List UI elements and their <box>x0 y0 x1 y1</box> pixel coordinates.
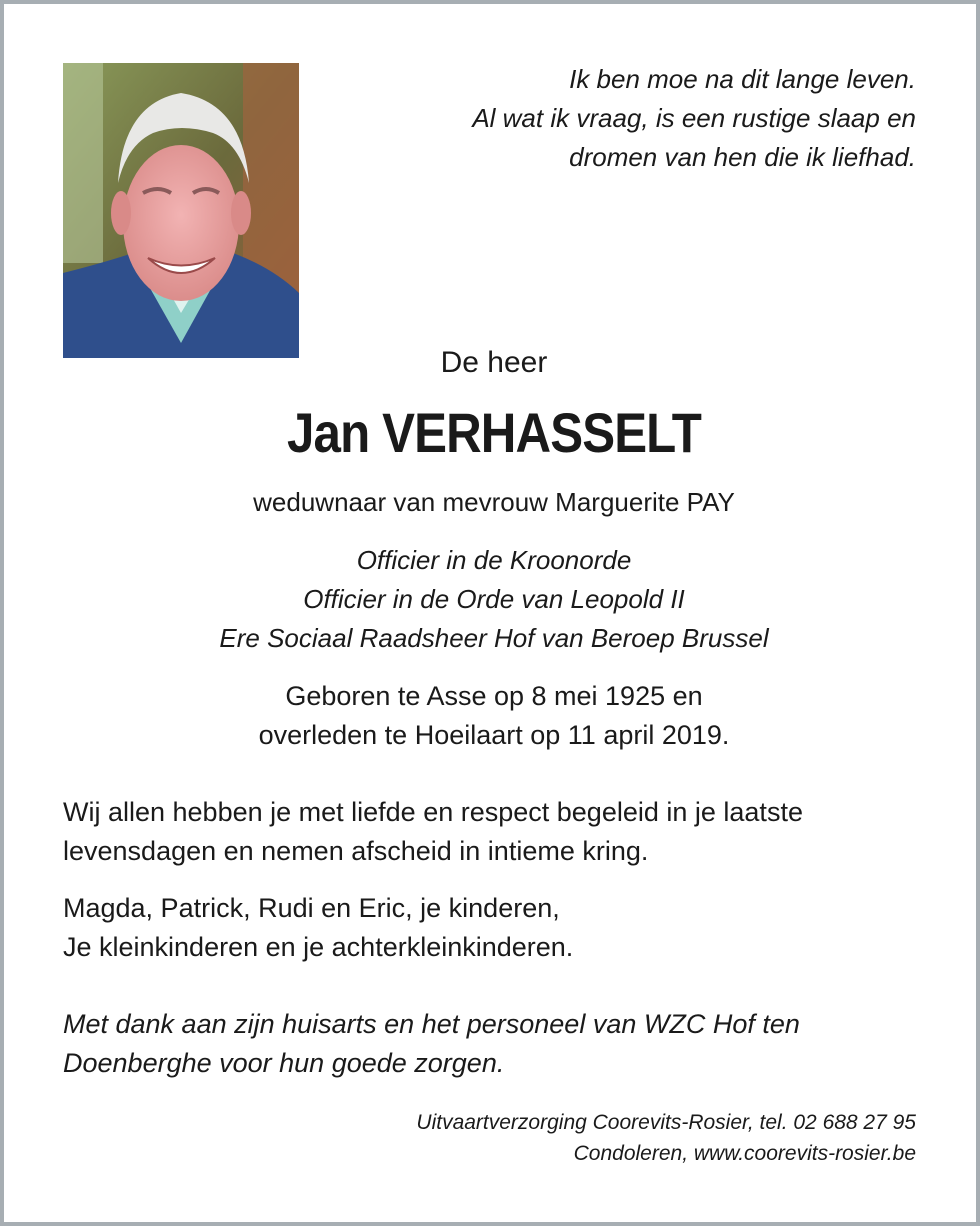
title-line: Officier in de Kroonorde <box>356 545 632 575</box>
title-line: Ere Sociaal Raadsheer Hof van Beroep Brussel <box>219 623 769 653</box>
thanks-paragraph <box>63 1005 925 1083</box>
family-paragraph <box>63 889 925 967</box>
quote-line: Al wat ik vraag, is een rustige slaap en <box>472 103 916 133</box>
paragraph-line: levensdagen en nemen afscheid in intieme kring. <box>63 836 649 866</box>
death-line: overleden te Hoeilaart op 11 april 2019. <box>258 720 730 750</box>
quote-line: dromen van hen die ik liefhad. <box>569 142 916 172</box>
quote-line: Ik ben moe na dit lange leven. <box>569 64 916 94</box>
paragraph-line: Doenberghe voor hun goede zorgen. <box>63 1048 505 1078</box>
salutation: De heer <box>440 346 548 379</box>
title-line: Officier in de Orde van Leopold II <box>303 584 685 614</box>
funeral-home-line: Uitvaartverzorging Coorevits-Rosier, tel. 02 688 27 95 <box>416 1111 916 1134</box>
farewell-paragraph <box>63 793 925 871</box>
funeral-home-credits <box>416 1107 916 1169</box>
portrait-photo <box>63 63 299 358</box>
birth-line: Geboren te Asse op 8 mei 1925 en <box>285 681 703 711</box>
condolence-line: Condoleren, www.coorevits-rosier.be <box>573 1142 916 1165</box>
paragraph-line: Wij allen hebben je met liefde en respect begeleid in je laatste <box>63 797 803 827</box>
paragraph-line: Magda, Patrick, Rudi en Eric, je kinderen, <box>63 893 560 923</box>
quote-block <box>356 60 916 177</box>
paragraph-line: Je kleinkinderen en je achterkleinkinderen. <box>63 932 574 962</box>
honorary-titles <box>4 541 980 658</box>
birth-death-dates <box>4 677 980 755</box>
deceased-name: Jan VERHASSELT <box>287 401 701 464</box>
portrait-image <box>63 63 299 358</box>
paragraph-line: Met dank aan zijn huisarts en het personeel van WZC Hof ten <box>63 1009 800 1039</box>
widow-line: weduwnaar van mevrouw Marguerite PAY <box>253 487 735 517</box>
